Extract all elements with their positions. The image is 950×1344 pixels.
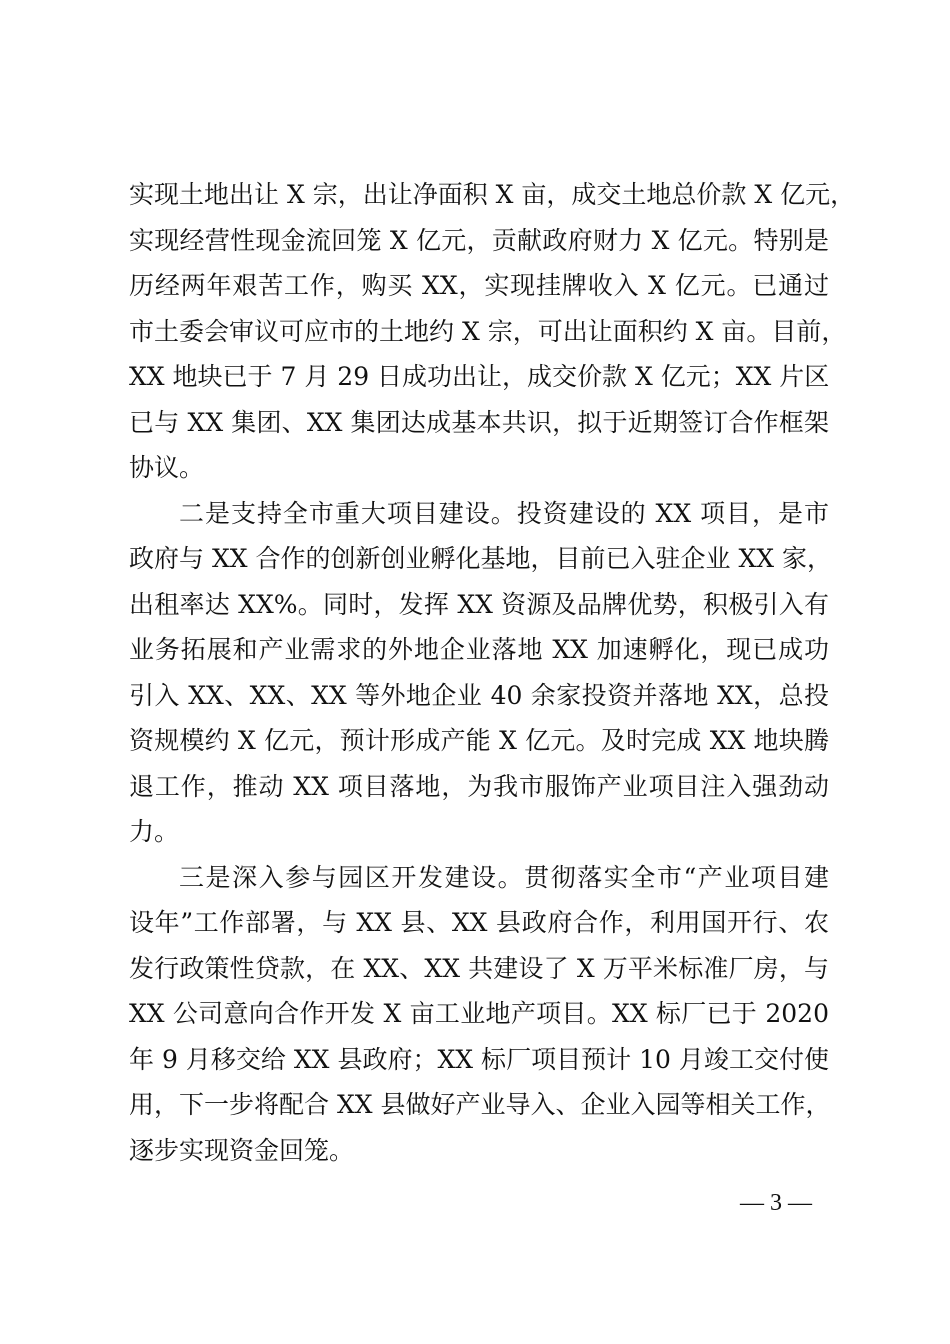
text-line: XX 地块已于 7 月 29 日成功出让，成交价款 X 亿元；XX 片区 [129, 362, 830, 391]
text-line: 实现经营性现金流回笼 X 亿元，贡献政府财力 X 亿元。特别是 [129, 225, 829, 255]
text-line: 发行政策性贷款，在 XX、XX 共建设了 X 万平米标准厂房，与 [129, 953, 829, 983]
text-line: 力。 [129, 817, 180, 846]
text-line: 市土委会审议可应市的土地约 X 宗，可出让面积约 X 亩。目前， [129, 316, 847, 346]
text-line: 设年”工作部署，与 XX 县、XX 县政府合作，利用国开行、农 [129, 908, 829, 937]
text-line: 退工作，推动 XX 项目落地，为我市服饰产业项目注入强劲动 [129, 771, 829, 801]
text-line: 三是深入参与园区开发建设。贯彻落实全市“产业项目建 [179, 862, 829, 892]
text-line: 已与 XX 集团、XX 集团达成基本共识，拟于近期签订合作框架 [129, 407, 829, 437]
text-line: 协议。 [129, 453, 205, 482]
text-line: 引入 XX、XX、XX 等外地企业 40 余家投资并落地 XX，总投 [129, 680, 829, 710]
text-line: 用，下一步将配合 XX 县做好产业导入、企业入园等相关工作， [129, 1090, 831, 1119]
page-number: — 3 — [740, 1190, 812, 1216]
text-line: XX 公司意向合作开发 X 亩工业地产项目。XX 标厂已于 2020 [129, 999, 829, 1028]
paragraph-park-development [129, 855, 829, 1174]
paragraph-land-sale [129, 172, 856, 491]
text-line: 资规模约 X 亿元，预计形成产能 X 亿元。及时完成 XX 地块腾 [129, 726, 829, 755]
text-line: 历经两年艰苦工作，购买 XX，实现挂牌收入 X 亿元。已通过 [129, 271, 829, 300]
text-line: 二是支持全市重大项目建设。投资建设的 XX 项目，是市 [179, 498, 829, 528]
paragraph-major-projects [129, 491, 832, 855]
text-line: 出租率达 XX%。同时，发挥 XX 资源及品牌优势，积极引入有 [129, 589, 829, 619]
text-line: 实现土地出让 X 宗，出让净面积 X 亩，成交土地总价款 X 亿元， [129, 180, 856, 209]
text-line: 业务拓展和产业需求的外地企业落地 XX 加速孵化，现已成功 [129, 635, 829, 664]
body-text [129, 172, 856, 1173]
text-line: 逐步实现资金回笼。 [129, 1135, 355, 1165]
text-line: 年 9 月移交给 XX 县政府；XX 标厂项目预计 10 月竣工交付使 [129, 1044, 829, 1074]
text-line: 政府与 XX 合作的创新创业孵化基地，目前已入驻企业 XX 家， [129, 544, 832, 573]
